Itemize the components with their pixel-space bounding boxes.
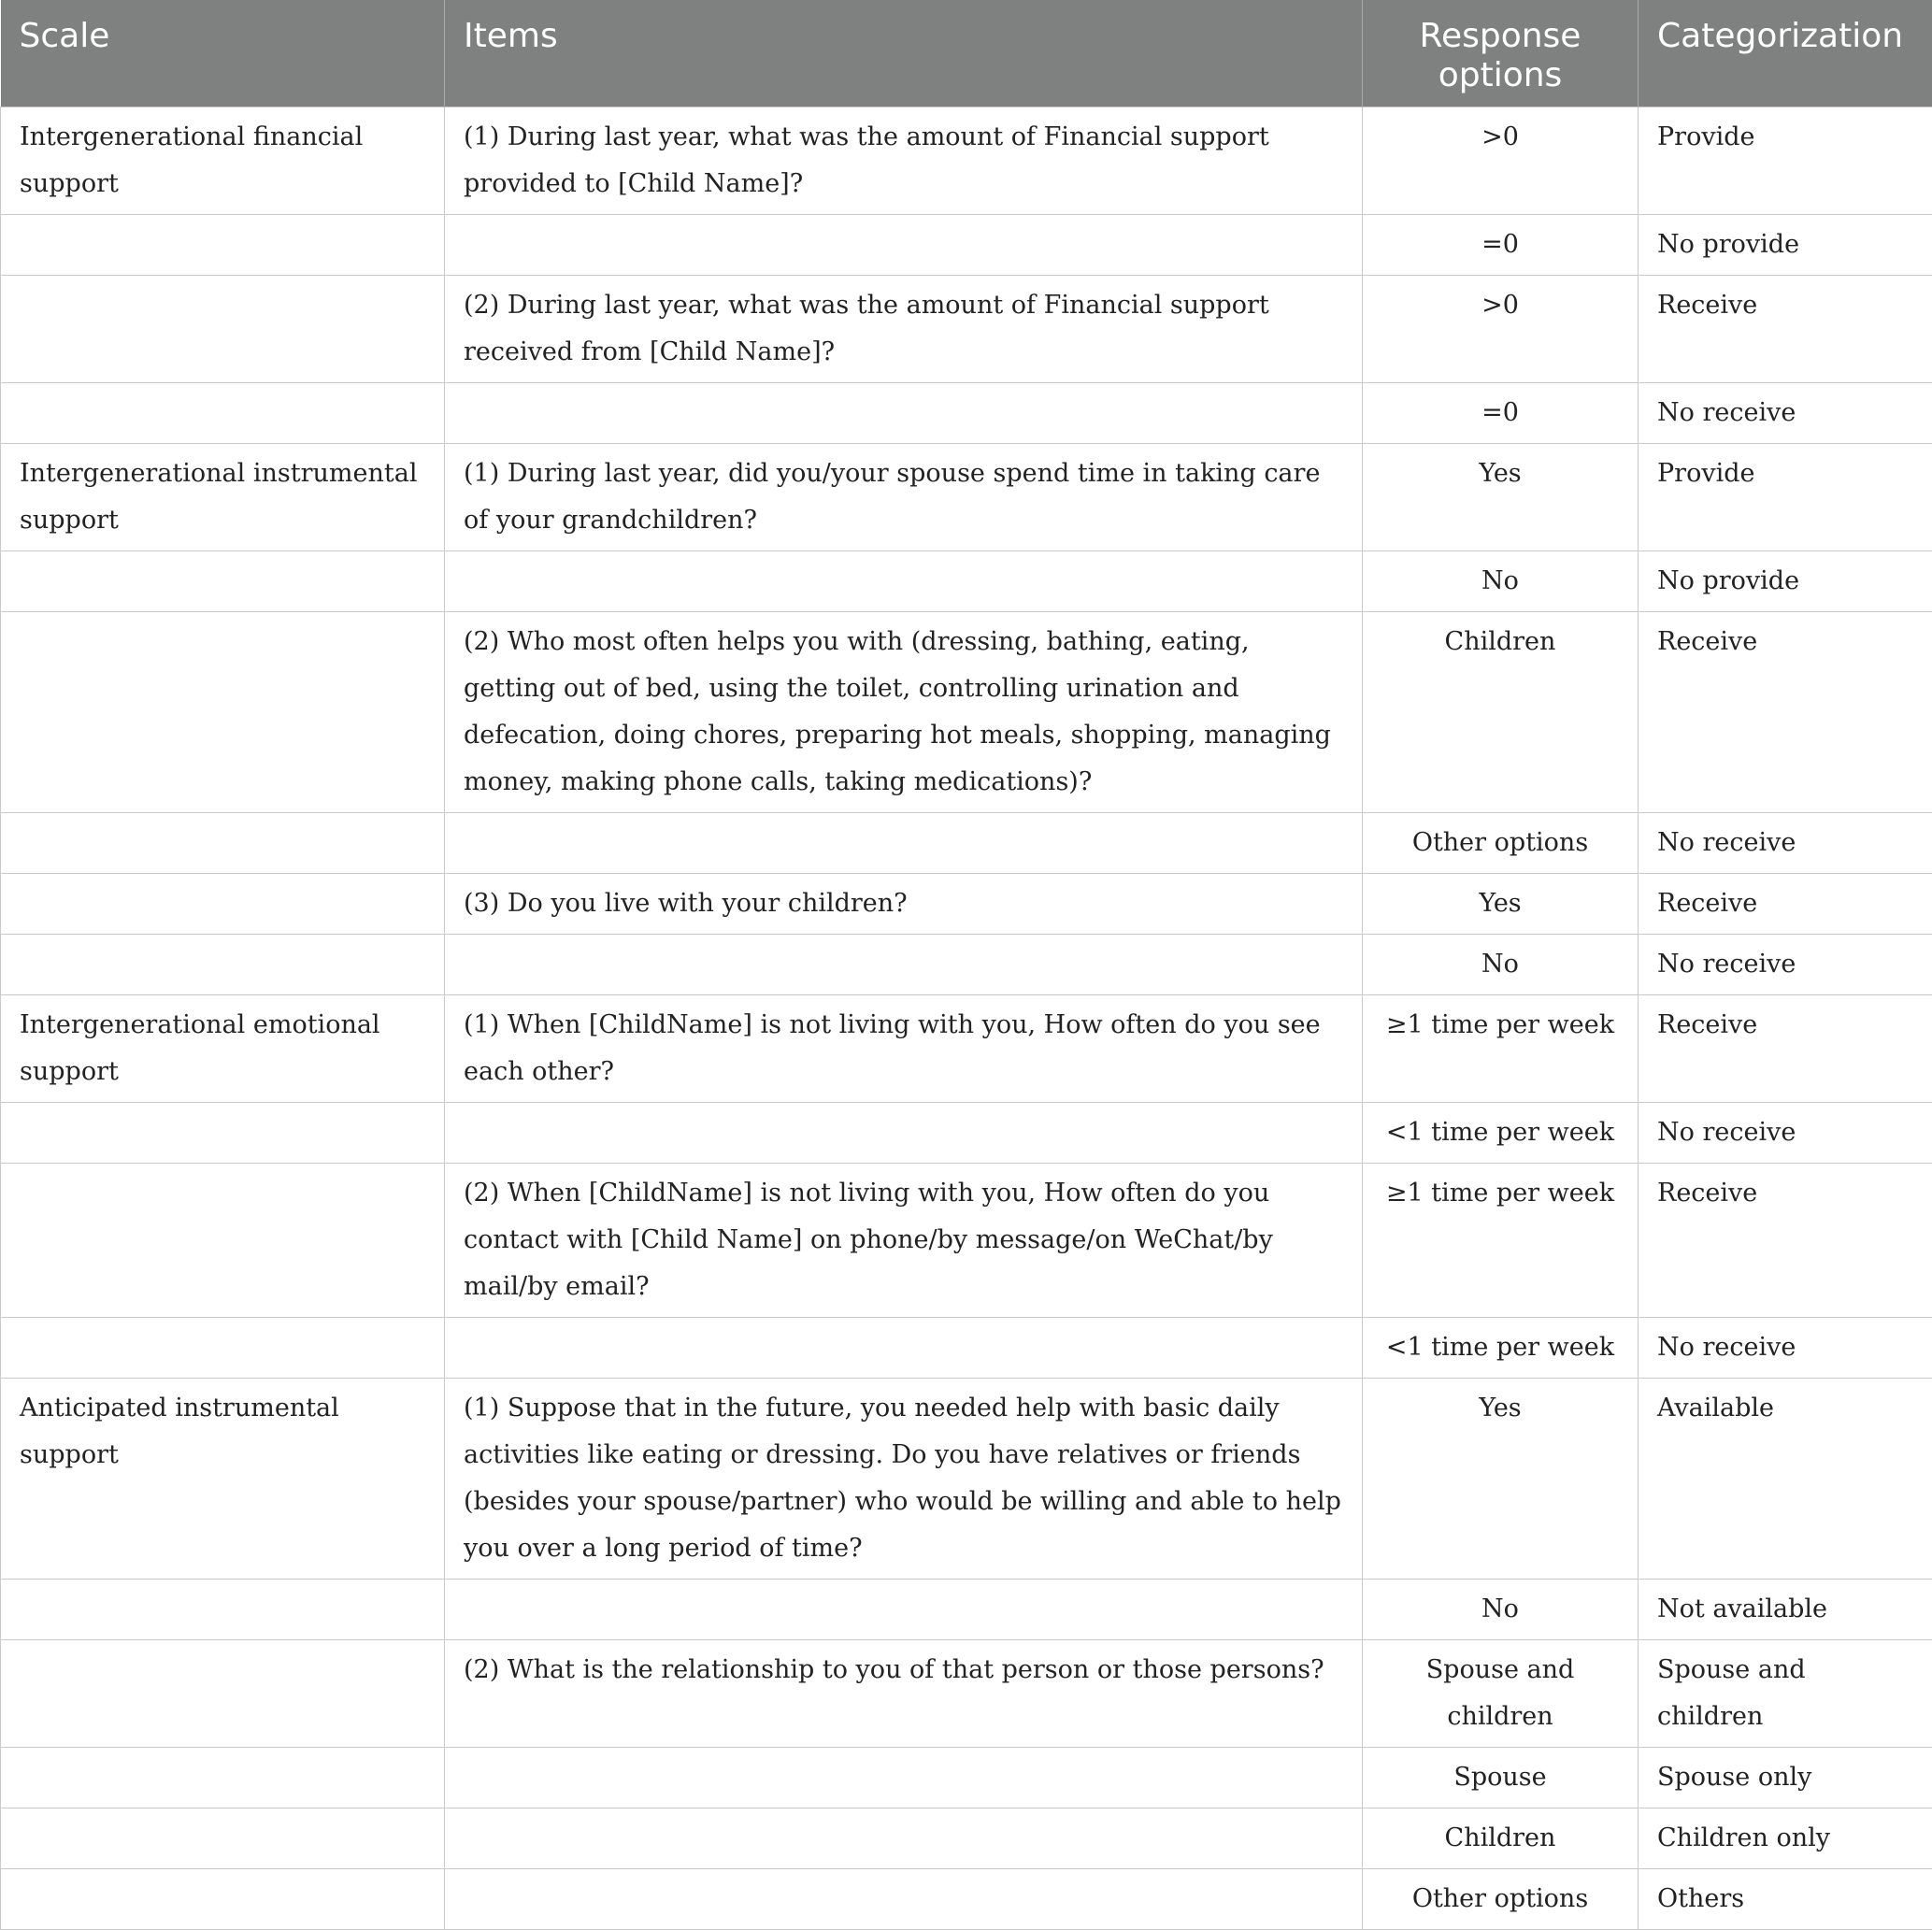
table-row	[1, 995, 1932, 1103]
item-cell	[445, 1103, 1363, 1164]
table-row	[1, 383, 1932, 444]
scale-cell: Intergenerational financial support	[1, 107, 445, 215]
categorization-cell: Children only	[1639, 1808, 1932, 1869]
categorization-cell: Spouse only	[1639, 1748, 1932, 1808]
table-row	[1, 1640, 1932, 1748]
item-cell	[445, 551, 1363, 612]
scale-cell: Intergenerational emotional support	[1, 995, 445, 1103]
response-option-cell: =0	[1363, 383, 1639, 444]
scale-cell	[1, 1869, 445, 1930]
item-cell	[445, 1748, 1363, 1808]
response-option-cell: <1 time per week	[1363, 1103, 1639, 1164]
categorization-cell: Not available	[1639, 1580, 1932, 1640]
item-cell	[445, 935, 1363, 995]
scale-cell	[1, 612, 445, 813]
table-row	[1, 1103, 1932, 1164]
header-row	[1, 0, 1932, 107]
table-row	[1, 1748, 1932, 1808]
scale-cell	[1, 813, 445, 874]
scale-cell	[1, 1164, 445, 1318]
scale-cell	[1, 383, 445, 444]
table-row	[1, 935, 1932, 995]
response-option-cell: Yes	[1363, 874, 1639, 935]
item-cell: (2) When [ChildName] is not living with you, How often do you contact with [Child Name] on phone/by message/on WeChat/by mail/by email?	[445, 1164, 1363, 1318]
categorization-cell: No receive	[1639, 813, 1932, 874]
table-row	[1, 1580, 1932, 1640]
table-row	[1, 813, 1932, 874]
scale-cell	[1, 1580, 445, 1640]
item-cell: (1) During last year, what was the amount of Financial support provided to [Child Name]?	[445, 107, 1363, 215]
response-option-cell: ≥1 time per week	[1363, 1164, 1639, 1318]
item-cell	[445, 215, 1363, 276]
scale-cell	[1, 276, 445, 383]
response-option-cell: Spouse	[1363, 1748, 1639, 1808]
response-option-cell: Yes	[1363, 1379, 1639, 1580]
categorization-cell: Receive	[1639, 995, 1932, 1103]
table-row	[1, 276, 1932, 383]
categorization-cell: No provide	[1639, 551, 1932, 612]
header-response-options: Response options	[1363, 0, 1639, 107]
item-cell: (2) What is the relationship to you of that person or those persons?	[445, 1640, 1363, 1748]
categorization-cell: Provide	[1639, 444, 1932, 551]
response-option-cell: Children	[1363, 1808, 1639, 1869]
response-option-cell: Other options	[1363, 1869, 1639, 1930]
scale-cell	[1, 1103, 445, 1164]
response-option-cell: >0	[1363, 107, 1639, 215]
header-scale: Scale	[1, 0, 445, 107]
categorization-cell: Provide	[1639, 107, 1932, 215]
scale-cell: Intergenerational instrumental support	[1, 444, 445, 551]
table-body	[1, 107, 1932, 1930]
response-option-cell: >0	[1363, 276, 1639, 383]
item-cell	[445, 1580, 1363, 1640]
table-row	[1, 874, 1932, 935]
scale-cell	[1, 1640, 445, 1748]
response-option-cell: No	[1363, 935, 1639, 995]
response-option-cell: Spouse and children	[1363, 1640, 1639, 1748]
table-row	[1, 1808, 1932, 1869]
table-header	[1, 0, 1932, 107]
scale-cell	[1, 874, 445, 935]
categorization-cell: Receive	[1639, 874, 1932, 935]
categorization-cell: No receive	[1639, 383, 1932, 444]
scale-cell	[1, 1808, 445, 1869]
item-cell	[445, 1808, 1363, 1869]
categorization-cell: No receive	[1639, 1318, 1932, 1379]
item-cell: (1) During last year, did you/your spouse spend time in taking care of your grandchildren?	[445, 444, 1363, 551]
item-cell: (2) During last year, what was the amount of Financial support received from [Child Name]?	[445, 276, 1363, 383]
response-option-cell: Children	[1363, 612, 1639, 813]
response-option-cell: Yes	[1363, 444, 1639, 551]
response-option-cell: Other options	[1363, 813, 1639, 874]
table-row	[1, 551, 1932, 612]
table-row	[1, 1869, 1932, 1930]
response-option-cell: No	[1363, 551, 1639, 612]
categorization-cell: No receive	[1639, 935, 1932, 995]
categorization-cell: No provide	[1639, 215, 1932, 276]
table-row	[1, 215, 1932, 276]
scale-cell	[1, 1318, 445, 1379]
item-cell: (3) Do you live with your children?	[445, 874, 1363, 935]
scale-cell: Anticipated instrumental support	[1, 1379, 445, 1580]
response-option-cell: =0	[1363, 215, 1639, 276]
table-row	[1, 1318, 1932, 1379]
item-cell	[445, 813, 1363, 874]
categorization-cell: Others	[1639, 1869, 1932, 1930]
item-cell: (2) Who most often helps you with (dressing, bathing, eating, getting out of bed, using the toilet, controlling urination and defecation, doing chores, preparing hot meals, shopping, managing money, making phone calls, taking medications)?	[445, 612, 1363, 813]
table-row	[1, 612, 1932, 813]
response-option-cell: ≥1 time per week	[1363, 995, 1639, 1103]
table-row	[1, 1379, 1932, 1580]
categorization-cell: Receive	[1639, 612, 1932, 813]
categorization-cell: Receive	[1639, 276, 1932, 383]
response-option-cell: <1 time per week	[1363, 1318, 1639, 1379]
header-items: Items	[445, 0, 1363, 107]
item-cell: (1) Suppose that in the future, you needed help with basic daily activities like eating or dressing. Do you have relatives or friends (besides your spouse/partner) who would be willing and able to help you over a long period of time?	[445, 1379, 1363, 1580]
categorization-cell: Spouse and children	[1639, 1640, 1932, 1748]
categorization-cell: Available	[1639, 1379, 1932, 1580]
item-cell	[445, 1318, 1363, 1379]
categorization-cell: Receive	[1639, 1164, 1932, 1318]
item-cell	[445, 1869, 1363, 1930]
item-cell: (1) When [ChildName] is not living with you, How often do you see each other?	[445, 995, 1363, 1103]
scale-cell	[1, 215, 445, 276]
table-row	[1, 444, 1932, 551]
scale-cell	[1, 551, 445, 612]
header-categorization: Categorization	[1639, 0, 1932, 107]
response-option-cell: No	[1363, 1580, 1639, 1640]
item-cell	[445, 383, 1363, 444]
scale-cell	[1, 1748, 445, 1808]
table-row	[1, 107, 1932, 215]
table-row	[1, 1164, 1932, 1318]
scale-cell	[1, 935, 445, 995]
categorization-cell: No receive	[1639, 1103, 1932, 1164]
